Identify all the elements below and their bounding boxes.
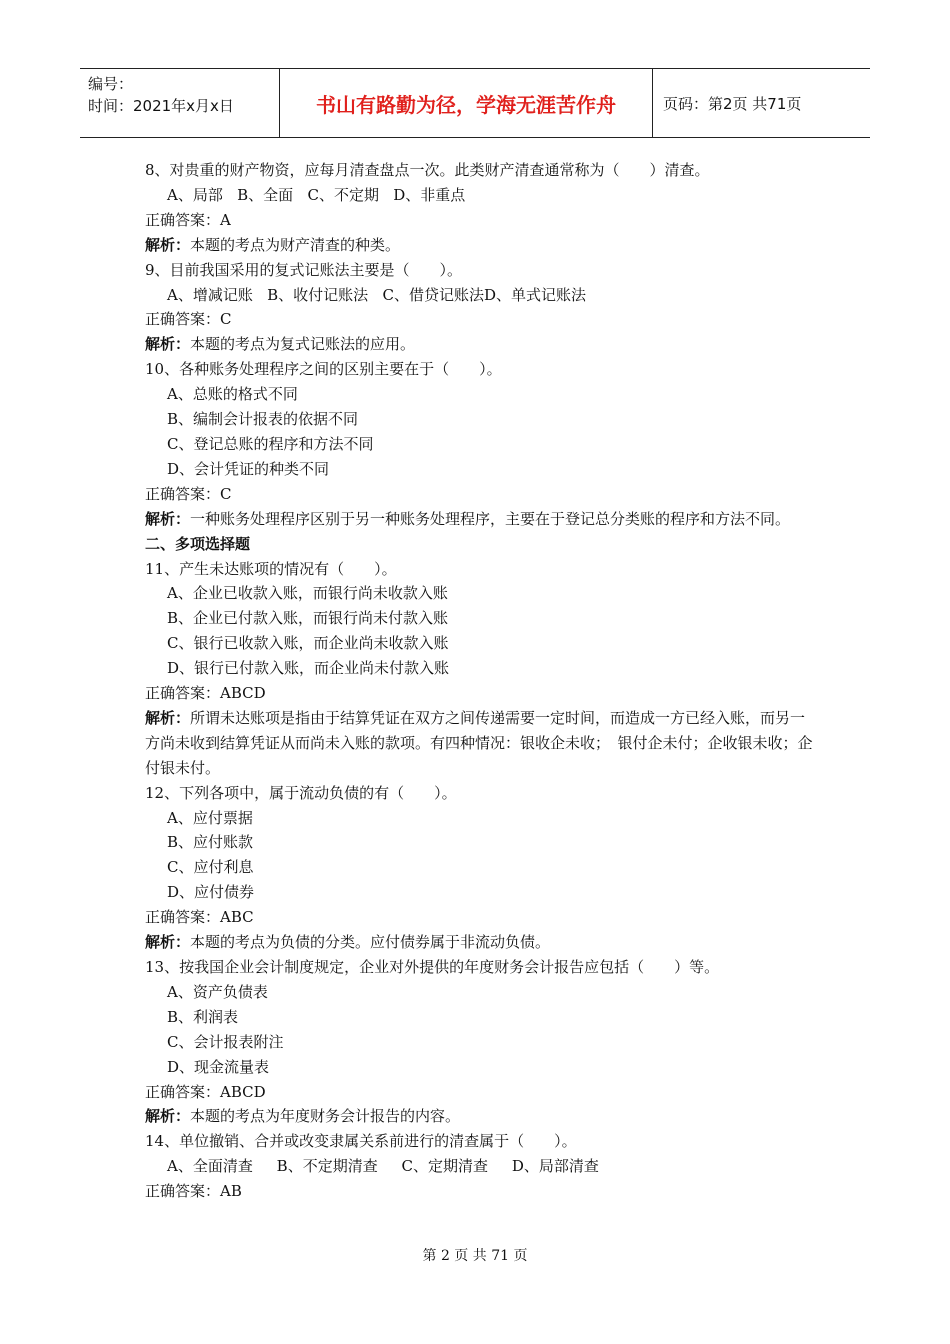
explanation-text: 一种账务处理程序区别于另一种账务处理程序，主要在于登记总分类账的程序和方法不同。 bbox=[190, 509, 791, 528]
question-13-explanation bbox=[145, 1104, 815, 1129]
question-13-option-a: A、资产负债表 bbox=[167, 982, 268, 1001]
section-heading bbox=[145, 532, 815, 557]
question-11-answer: 正确答案：ABCD bbox=[145, 684, 266, 703]
question-8-explanation bbox=[145, 233, 815, 258]
explanation-text: 所谓未达账项是指由于结算凭证在双方之间传递需要一定时间，而造成一方已经入账，而另一方尚未收到结算凭证从而尚未入账的款项。有四种情况：银收企未收； 银付企未付；企收银未收；企付银未付。 bbox=[145, 708, 813, 777]
question-10-answer: 正确答案：C bbox=[145, 484, 232, 503]
question-8-options: A、局部 B、全面 C、不定期 D、非重点 bbox=[167, 185, 466, 204]
explanation-text: 本题的考点为复式记账法的应用。 bbox=[190, 335, 416, 354]
question-11-option-a: A、企业已收款入账，而银行尚未收款入账 bbox=[167, 584, 448, 603]
question-14-options: A、全面清查 B、不定期清查 C、定期清查 D、局部清查 bbox=[167, 1157, 599, 1176]
question-13-option-b: B、利润表 bbox=[167, 1007, 239, 1026]
explanation-label: 解析： bbox=[145, 708, 191, 727]
question-12-option-d: D、应付债券 bbox=[167, 883, 255, 902]
explanation-text: 本题的考点为负债的分类。应付债券属于非流动负债。 bbox=[190, 933, 551, 952]
code-label: 编号： bbox=[88, 75, 134, 93]
question-10-option-b: B、编制会计报表的依据不同 bbox=[167, 410, 359, 429]
question-11: 11、产生未达账项的情况有（ ）。 bbox=[145, 559, 397, 578]
question-12-option-b: B、应付账款 bbox=[167, 833, 254, 852]
explanation-label: 解析： bbox=[145, 335, 191, 354]
question-9-options: A、增减记账 B、收付记账法 C、借贷记账法D、单式记账法 bbox=[167, 285, 586, 304]
explanation-text: 本题的考点为财产清查的种类。 bbox=[190, 235, 401, 254]
question-13-option-c: C、会计报表附注 bbox=[167, 1032, 284, 1051]
question-11-explanation bbox=[145, 706, 815, 781]
question-13-answer: 正确答案：ABCD bbox=[145, 1082, 266, 1101]
explanation-label: 解析： bbox=[145, 1107, 191, 1126]
question-11-option-d: D、银行已付款入账，而企业尚未付款入账 bbox=[167, 659, 450, 678]
document-body bbox=[145, 158, 815, 1204]
question-10-option-a: A、总账的格式不同 bbox=[167, 385, 298, 404]
question-14: 14、单位撤销、合并或改变隶属关系前进行的清查属于（ ）。 bbox=[145, 1132, 577, 1151]
question-11-option-b: B、企业已付款入账，而银行尚未付款入账 bbox=[167, 609, 449, 628]
question-10: 10、各种账务处理程序之间的区别主要在于（ ）。 bbox=[145, 360, 502, 379]
question-9-answer: 正确答案：C bbox=[145, 310, 232, 329]
page-info: 页码：第2页 共71页 bbox=[663, 94, 802, 113]
question-9: 9、目前我国采用的复式记账法主要是（ ）。 bbox=[145, 260, 463, 279]
question-12-option-c: C、应付利息 bbox=[167, 858, 254, 877]
question-12: 12、下列各项中，属于流动负债的有（ ）。 bbox=[145, 783, 457, 802]
slogan: 书山有路勤为径，学海无涯苦作舟 bbox=[316, 92, 616, 117]
question-10-option-d: D、会计凭证的种类不同 bbox=[167, 459, 330, 478]
question-12-option-a: A、应付票据 bbox=[167, 808, 253, 827]
question-12-explanation bbox=[145, 930, 815, 955]
question-13: 13、按我国企业会计制度规定，企业对外提供的年度财务会计报告应包括（ ）等。 bbox=[145, 958, 720, 976]
question-10-explanation bbox=[145, 507, 815, 532]
time-label: 时间：2021年x月x日 bbox=[88, 97, 234, 115]
header-meta bbox=[80, 69, 280, 137]
question-8: 8、对贵重的财产物资，应每月清查盘点一次。此类财产清查通常称为（ ）清查。 bbox=[145, 161, 710, 179]
page-header bbox=[80, 68, 870, 138]
question-9-explanation bbox=[145, 332, 815, 357]
header-slogan-cell bbox=[280, 69, 653, 137]
explanation-label: 解析： bbox=[145, 235, 191, 254]
explanation-label: 解析： bbox=[145, 933, 191, 952]
question-12-answer: 正确答案：ABC bbox=[145, 908, 254, 927]
page-footer: 第 2 页 共 71 页 bbox=[422, 1248, 528, 1264]
question-14-answer: 正确答案：AB bbox=[145, 1182, 242, 1201]
question-8-answer: 正确答案：A bbox=[145, 210, 231, 229]
question-10-option-c: C、登记总账的程序和方法不同 bbox=[167, 434, 374, 453]
question-11-option-c: C、银行已收款入账，而企业尚未收款入账 bbox=[167, 634, 449, 653]
explanation-text: 本题的考点为年度财务会计报告的内容。 bbox=[190, 1107, 461, 1126]
section-title: 二、多项选择题 bbox=[145, 534, 251, 553]
explanation-label: 解析： bbox=[145, 509, 191, 528]
question-13-option-d: D、现金流量表 bbox=[167, 1057, 270, 1076]
